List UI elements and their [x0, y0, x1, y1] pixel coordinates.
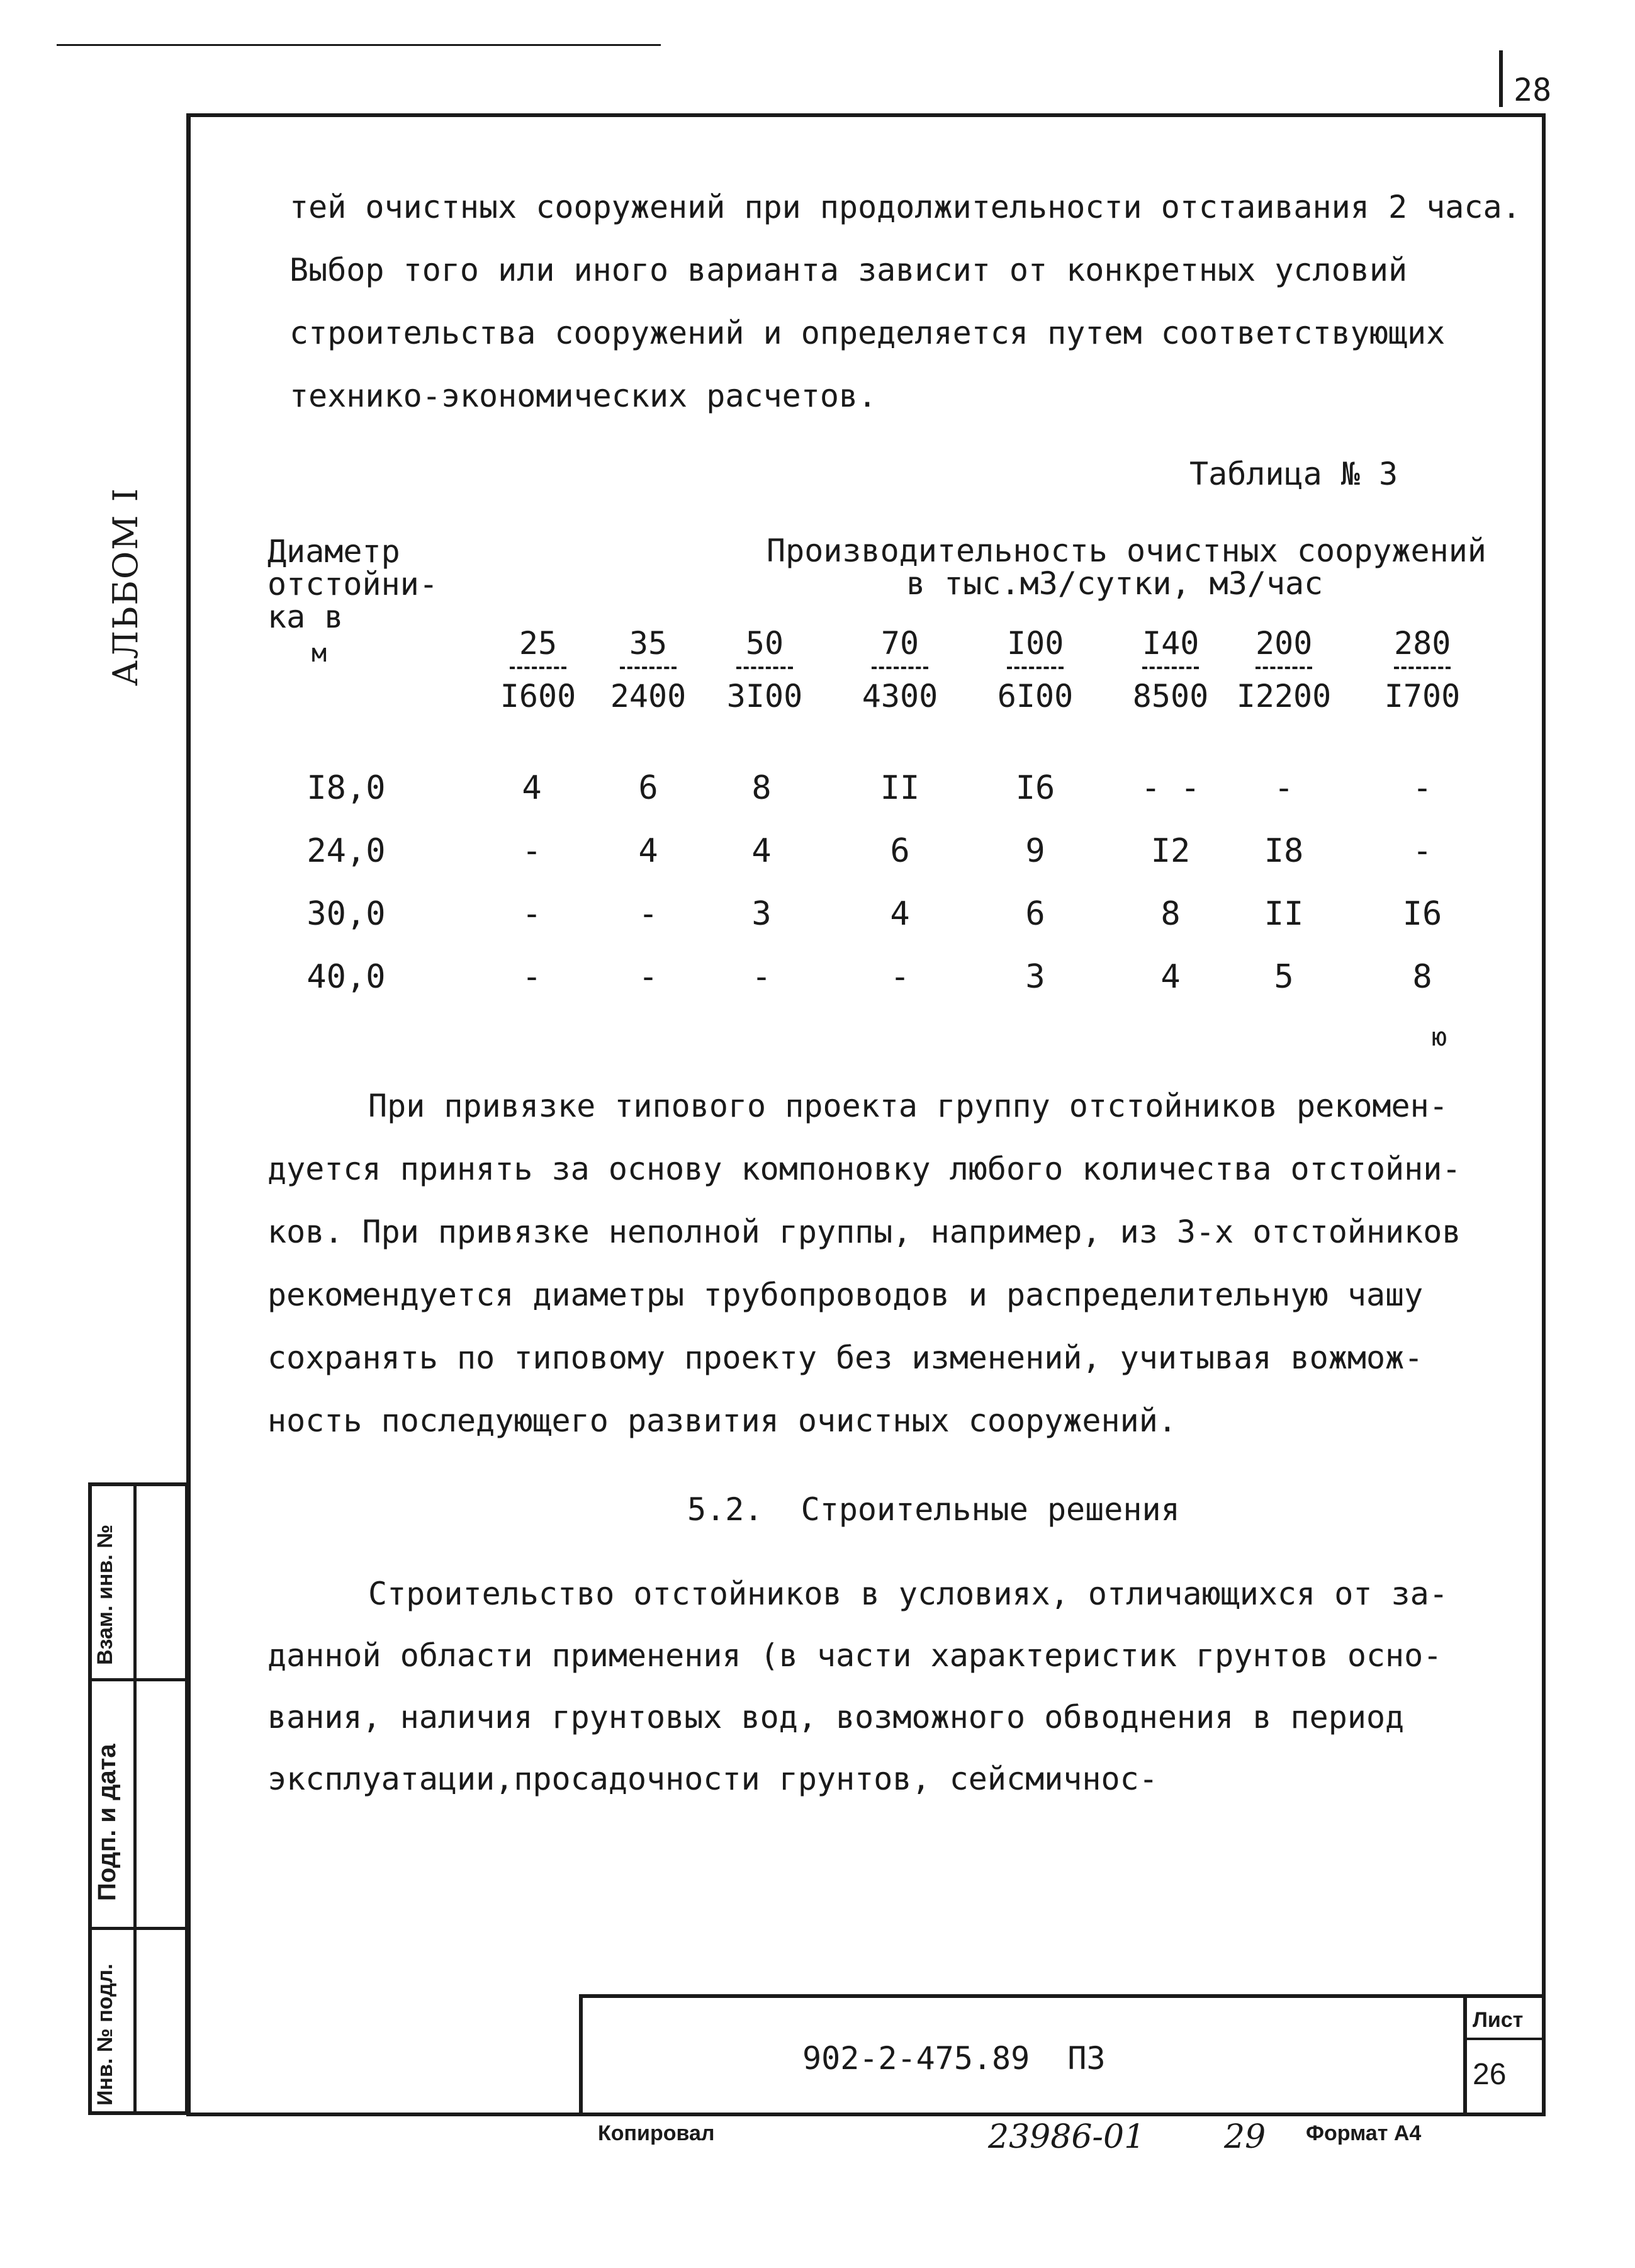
capacity-column-header — [475, 625, 601, 714]
side-stamp-divider — [133, 1486, 137, 2113]
capacity-column-header — [1221, 625, 1347, 714]
paragraph-1-line: тей очистных сооружений при продолжительности отстаивания 2 часа. — [289, 189, 1521, 225]
row-diameter: 24,0 — [306, 832, 386, 870]
sheet-number: 26 — [1473, 2058, 1507, 2091]
paragraph-3 — [267, 1576, 1520, 1815]
paragraph-1 — [289, 189, 1523, 428]
page-number-top: 28 — [1514, 72, 1552, 108]
capacity-column-header — [972, 625, 1098, 714]
paragraph-2 — [267, 1088, 1520, 1440]
capacity-per-day: 35 — [620, 625, 677, 669]
paragraph-2-line: При привязке типового проекта группу отстойников рекомен- — [368, 1088, 1448, 1124]
stamp-field-replacement: Взам. инв. № — [93, 1524, 117, 1665]
table-row — [0, 958, 1635, 1002]
paragraph-2-line: сохранять по типовому проекту без изменений, учитывая вожмож- — [267, 1340, 1424, 1376]
footer-handwritten-number: 23986-01 — [988, 2118, 1145, 2156]
stamp-field-signature: Подп. и дата — [93, 1744, 121, 1901]
capacity-column-header — [837, 625, 963, 714]
paragraph-1-line: строительства сооружений и определяется путем соответствующих — [289, 315, 1446, 351]
col-header-line-1: Производительность очистных сооружений — [767, 533, 1486, 569]
table-cell: I6 — [1015, 769, 1055, 807]
capacity-per-day: 50 — [736, 625, 793, 669]
footer-handwritten-page: 29 — [1224, 2118, 1266, 2156]
table-cell: I8 — [1264, 832, 1304, 870]
table-cell: - — [638, 895, 658, 933]
table-cell: - - — [1141, 769, 1200, 807]
table-cell: II — [880, 769, 920, 807]
section-heading: 5.2. Строительные решения — [687, 1491, 1180, 1528]
capacity-per-hour: 2400 — [610, 678, 687, 714]
table-row — [0, 769, 1635, 813]
capacity-column-header — [1359, 625, 1485, 714]
table-cell: - — [1274, 769, 1294, 807]
footer-copied: Копировал — [598, 2121, 715, 2145]
table-cell: 3 — [751, 895, 772, 933]
capacity-per-day: 200 — [1256, 625, 1312, 669]
table-cell: 4 — [638, 832, 658, 870]
footer-format: Формат А4 — [1306, 2121, 1422, 2145]
capacity-per-day: 280 — [1394, 625, 1451, 669]
table-cell: - — [1412, 832, 1432, 870]
table-row — [0, 832, 1635, 876]
table-cell: - — [1412, 769, 1432, 807]
table-row — [0, 895, 1635, 939]
paragraph-1-line: технико-экономических расчетов. — [289, 378, 877, 414]
table-cell: 6 — [638, 769, 658, 807]
sheet-label: Лист — [1473, 2008, 1524, 2032]
title-block-sheet-line — [1463, 2038, 1542, 2040]
table-cell: 4 — [751, 832, 772, 870]
table-footnote-mark: ю — [1432, 1023, 1447, 1052]
table-caption: Таблица № 3 — [1189, 456, 1398, 492]
paragraph-2-line: ность последующего развития очистных сооружений. — [267, 1402, 1177, 1439]
col-header-line-2: в тыс.м3/сутки, м3/час — [906, 565, 1323, 602]
doc-code: 902-2-475.89 ПЗ — [802, 2040, 1106, 2077]
table-cell: - — [522, 832, 542, 870]
row-header-line: ка в — [267, 599, 344, 635]
title-block-divider — [1463, 1994, 1467, 2114]
album-label: АЛЬБОМ I — [106, 487, 145, 686]
table-cell: 4 — [522, 769, 542, 807]
row-header-line: м — [312, 639, 327, 668]
paragraph-1-line: Выбор того или иного варианта зависит от конкретных условий — [289, 252, 1408, 288]
side-stamp-row-line — [92, 1678, 186, 1681]
paragraph-3-line: данной области применения (в части характеристик грунтов осно- — [267, 1637, 1442, 1674]
row-header-line: Диаметр — [267, 533, 400, 570]
table-cell: 6 — [1025, 895, 1045, 933]
capacity-per-hour: I2200 — [1236, 678, 1332, 714]
paragraph-2-line: дуется принять за основу компоновку любого количества отстойни- — [267, 1151, 1461, 1187]
row-diameter: 30,0 — [306, 895, 386, 933]
table-cell: - — [638, 958, 658, 996]
capacity-per-day: I40 — [1142, 625, 1199, 669]
table-cell: 3 — [1025, 958, 1045, 996]
capacity-per-hour: 4300 — [862, 678, 938, 714]
table-cell: 6 — [890, 832, 910, 870]
table-cell: 9 — [1025, 832, 1045, 870]
page-number-bar — [1499, 50, 1503, 107]
capacity-per-hour: 6I00 — [997, 678, 1074, 714]
table-cell: 8 — [751, 769, 772, 807]
table-cell: 4 — [1160, 958, 1181, 996]
table-cell: - — [890, 958, 910, 996]
table-cell: - — [522, 958, 542, 996]
capacity-column-header — [702, 625, 828, 714]
table-cell: - — [751, 958, 772, 996]
paragraph-3-line: вания, наличия грунтовых вод, возможного обводнения в период — [267, 1699, 1405, 1735]
paragraph-2-line: рекомендуется диаметры трубопроводов и распределительную чашу — [267, 1277, 1424, 1313]
paragraph-3-line: Строительство отстойников в условиях, отличающихся от за- — [368, 1576, 1448, 1612]
table-cell: 4 — [890, 895, 910, 933]
table-cell: 5 — [1274, 958, 1294, 996]
capacity-per-hour: 8500 — [1132, 678, 1209, 714]
capacity-per-hour: I700 — [1384, 678, 1461, 714]
capacity-per-hour: I600 — [500, 678, 576, 714]
row-header-line: отстойни- — [267, 566, 438, 602]
row-diameter: I8,0 — [306, 769, 386, 807]
table-cell: 8 — [1160, 895, 1181, 933]
table-cell: - — [522, 895, 542, 933]
side-stamp-row-line — [92, 1927, 186, 1930]
capacity-per-day: 70 — [872, 625, 928, 669]
table-cell: 8 — [1412, 958, 1432, 996]
capacity-per-day: I00 — [1007, 625, 1064, 669]
capacity-column-header — [1108, 625, 1233, 714]
top-rule — [57, 44, 661, 46]
capacity-per-hour: 3I00 — [726, 678, 803, 714]
table-row-header — [267, 535, 438, 670]
row-diameter: 40,0 — [306, 958, 386, 996]
table-cell: I2 — [1150, 832, 1191, 870]
paragraph-2-line: ков. При привязке неполной группы, например, из 3-х отстойников — [267, 1214, 1461, 1250]
capacity-column-header — [585, 625, 711, 714]
table-cell: I6 — [1402, 895, 1442, 933]
paragraph-3-line: эксплуатации,просадочности грунтов, сейсмичнос- — [267, 1761, 1158, 1797]
capacity-per-day: 25 — [510, 625, 566, 669]
stamp-field-original: Инв. № подл. — [93, 1963, 117, 2106]
table-cell: II — [1264, 895, 1304, 933]
